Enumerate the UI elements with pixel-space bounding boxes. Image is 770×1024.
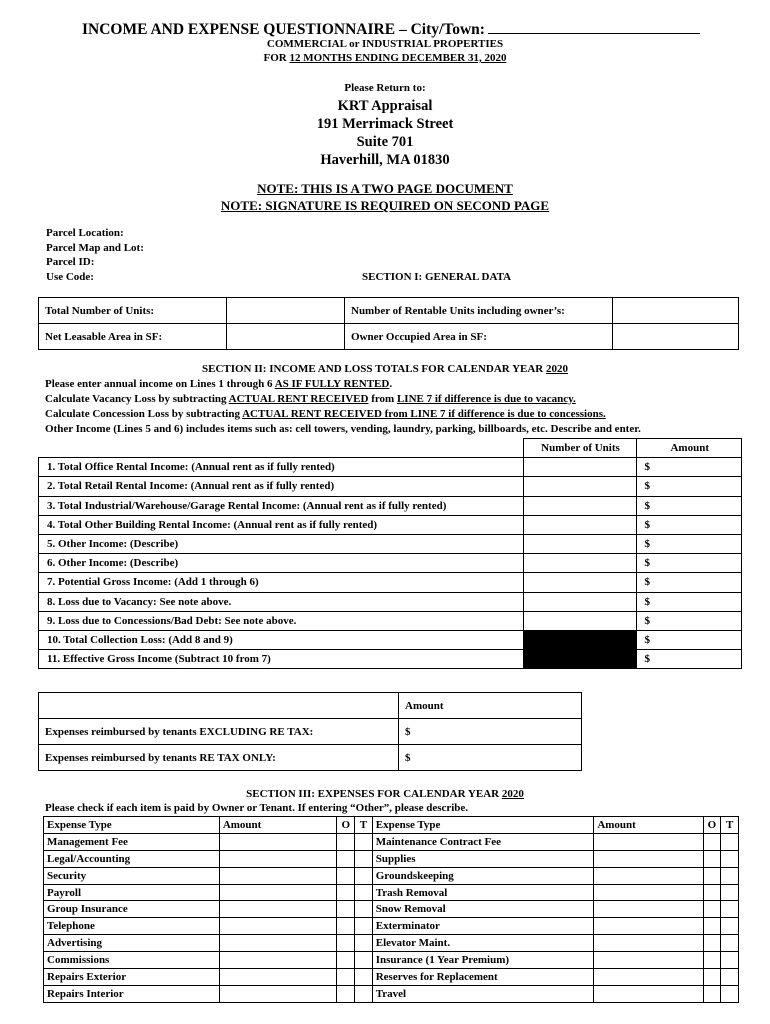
form-title: INCOME AND EXPENSE QUESTIONNAIRE – City/Town: [82, 19, 700, 39]
amount-field[interactable]: $ [636, 477, 742, 496]
owner-checkbox[interactable] [337, 850, 355, 867]
expense-row [44, 952, 739, 969]
amount-field[interactable]: $ [636, 611, 742, 630]
expense-type-header: Expense Type [372, 817, 594, 834]
owner-checkbox[interactable] [703, 884, 721, 901]
expense-amount-field[interactable] [594, 935, 703, 952]
expense-amount-header: Amount [219, 817, 337, 834]
owner-checkbox[interactable] [337, 985, 355, 1002]
income-row [39, 496, 742, 515]
income-row [39, 515, 742, 534]
owner-checkbox[interactable] [703, 867, 721, 884]
reimb-retax-label: Expenses reimbursed by tenants RE TAX ONLY: [39, 745, 399, 771]
tenant-checkbox[interactable] [721, 833, 739, 850]
tenant-checkbox[interactable] [355, 935, 373, 952]
owner-checkbox[interactable] [337, 901, 355, 918]
subtitle-period: FOR 12 MONTHS ENDING DECEMBER 31, 2020 [263, 52, 507, 64]
tenant-checkbox[interactable] [355, 867, 373, 884]
tenant-checkbox[interactable] [355, 850, 373, 867]
income-row-label: 5. Other Income: (Describe) [39, 534, 524, 553]
expense-amount-field[interactable] [594, 969, 703, 986]
owner-checkbox[interactable] [703, 985, 721, 1002]
units-field[interactable] [523, 458, 636, 477]
section3-instructions: Please check if each item is paid by Owner or Tenant. If entering “Other”, please describe. [45, 802, 469, 814]
owner-checkbox[interactable] [337, 935, 355, 952]
units-field[interactable] [523, 573, 636, 592]
expense-type-label: Snow Removal [372, 901, 594, 918]
units-field[interactable] [523, 534, 636, 553]
units-blocked-cell [523, 630, 636, 649]
expense-row [44, 969, 739, 986]
tenant-checkbox[interactable] [721, 884, 739, 901]
income-row [39, 534, 742, 553]
expense-amount-field[interactable] [594, 850, 703, 867]
expense-table [43, 816, 739, 1003]
owner-header: O [703, 817, 721, 834]
expense-type-label: Repairs Interior [44, 985, 220, 1002]
amount-field[interactable]: $ [636, 496, 742, 515]
section1-title: SECTION I: GENERAL DATA [362, 271, 512, 283]
expense-type-label: Insurance (1 Year Premium) [372, 952, 594, 969]
tenant-checkbox[interactable] [355, 969, 373, 986]
net-leasable-label: Net Leasable Area in SF: [39, 324, 227, 350]
rentable-units-field[interactable] [613, 298, 739, 324]
expense-type-label: Trash Removal [372, 884, 594, 901]
expense-amount-field[interactable] [594, 901, 703, 918]
tenant-checkbox[interactable] [721, 918, 739, 935]
expense-amount-field[interactable] [219, 867, 337, 884]
total-units-label: Total Number of Units: [39, 298, 227, 324]
units-field[interactable] [523, 611, 636, 630]
tenant-checkbox[interactable] [355, 884, 373, 901]
income-row [39, 650, 742, 669]
expense-type-label: Groundskeeping [372, 867, 594, 884]
tenant-checkbox[interactable] [721, 969, 739, 986]
expense-type-label: Legal/Accounting [44, 850, 220, 867]
expense-type-label: Advertising [44, 935, 220, 952]
expense-type-label: Elevator Maint. [372, 935, 594, 952]
expense-type-label: Reserves for Replacement [372, 969, 594, 986]
owner-checkbox[interactable] [337, 833, 355, 850]
amount-field[interactable]: $ [636, 592, 742, 611]
expense-type-label: Repairs Exterior [44, 969, 220, 986]
tenant-checkbox[interactable] [355, 952, 373, 969]
reimb-amount-header: Amount [399, 693, 582, 719]
income-row-label: 4. Total Other Building Rental Income: (Annual rent as if fully rented) [39, 515, 524, 534]
reimb-excluding-field[interactable]: $ [399, 719, 582, 745]
owner-checkbox[interactable] [337, 918, 355, 935]
parcel-map-lot-label: Parcel Map and Lot: [46, 241, 144, 254]
expense-amount-field[interactable] [219, 833, 337, 850]
parcel-id-label: Parcel ID: [46, 256, 95, 268]
expense-amount-field[interactable] [594, 918, 703, 935]
units-field[interactable] [523, 592, 636, 611]
tenant-checkbox[interactable] [721, 901, 739, 918]
income-row-label: 9. Loss due to Concessions/Bad Debt: See note above. [39, 611, 524, 630]
note-signature: NOTE: SIGNATURE IS REQUIRED ON SECOND PAGE [220, 198, 550, 213]
section2-title: SECTION II: INCOME AND LOSS TOTALS FOR CALENDAR YEAR 2020 [201, 363, 569, 375]
tenant-checkbox[interactable] [721, 850, 739, 867]
owner-checkbox[interactable] [337, 952, 355, 969]
amount-field[interactable]: $ [636, 515, 742, 534]
income-row [39, 611, 742, 630]
units-blocked-cell [523, 650, 636, 669]
income-row-label: 8. Loss due to Vacancy: See note above. [39, 592, 524, 611]
return-address: KRT Appraisal 191 Merrimack Street Suite 701 Haverhill, MA 01830 [316, 98, 454, 168]
owner-header: O [337, 817, 355, 834]
expense-type-label: Supplies [372, 850, 594, 867]
income-row-label: 11. Effective Gross Income (Subtract 10 from 7) [39, 650, 524, 669]
tenant-checkbox[interactable] [355, 918, 373, 935]
expense-row [44, 884, 739, 901]
units-column-header: Number of Units [523, 439, 636, 458]
tenant-checkbox[interactable] [355, 901, 373, 918]
amount-field[interactable]: $ [636, 554, 742, 573]
note-two-pages: NOTE: THIS IS A TWO PAGE DOCUMENT [257, 181, 513, 196]
income-row-label: 2. Total Retail Rental Income: (Annual rent as if fully rented) [39, 477, 524, 496]
income-table [38, 438, 742, 669]
amount-field[interactable]: $ [636, 534, 742, 553]
income-row-label: 6. Other Income: (Describe) [39, 554, 524, 573]
units-field[interactable] [523, 515, 636, 534]
expense-amount-field[interactable] [219, 918, 337, 935]
expense-type-label: Commissions [44, 952, 220, 969]
net-leasable-field[interactable] [227, 324, 345, 350]
expense-type-label: Payroll [44, 884, 220, 901]
owner-checkbox[interactable] [703, 952, 721, 969]
owner-checkbox[interactable] [337, 884, 355, 901]
income-row [39, 630, 742, 649]
owner-checkbox[interactable] [703, 901, 721, 918]
section3-title: SECTION III: EXPENSES FOR CALENDAR YEAR 2020 [246, 788, 524, 800]
expense-amount-field[interactable] [219, 985, 337, 1002]
income-row [39, 573, 742, 592]
expense-amount-field[interactable] [594, 952, 703, 969]
income-row [39, 554, 742, 573]
tenant-header: T [721, 817, 739, 834]
rentable-units-label: Number of Rentable Units including owner’s: [345, 298, 613, 324]
amount-field[interactable]: $ [636, 630, 742, 649]
expense-amount-header: Amount [594, 817, 703, 834]
income-row-label: 1. Total Office Rental Income: (Annual rent as if fully rented) [39, 458, 524, 477]
tenant-checkbox[interactable] [721, 935, 739, 952]
instruction-line-1: Please enter annual income on Lines 1 through 6 AS IF FULLY RENTED. [45, 378, 393, 390]
owner-occupied-field[interactable] [613, 324, 739, 350]
expense-amount-field[interactable] [594, 985, 703, 1002]
parcel-location-label: Parcel Location: [46, 227, 124, 239]
expense-row [44, 985, 739, 1002]
income-row [39, 477, 742, 496]
expense-amount-field[interactable] [219, 969, 337, 986]
income-row-label: 10. Total Collection Loss: (Add 8 and 9) [39, 630, 524, 649]
amount-field[interactable]: $ [636, 650, 742, 669]
expense-row [44, 867, 739, 884]
reimb-excluding-label: Expenses reimbursed by tenants EXCLUDING RE TAX: [39, 719, 399, 745]
expense-row [44, 935, 739, 952]
expense-row [44, 833, 739, 850]
subtitle-property-type: COMMERCIAL or INDUSTRIAL PROPERTIES [266, 38, 504, 50]
tenant-checkbox[interactable] [355, 985, 373, 1002]
section2-instructions [45, 377, 641, 437]
expense-amount-field[interactable] [219, 935, 337, 952]
owner-checkbox[interactable] [703, 850, 721, 867]
units-field[interactable] [523, 554, 636, 573]
expense-type-label: Security [44, 867, 220, 884]
reimb-retax-field[interactable]: $ [399, 745, 582, 771]
units-field[interactable] [523, 477, 636, 496]
expense-type-label: Travel [372, 985, 594, 1002]
expense-amount-field[interactable] [219, 901, 337, 918]
tenant-header: T [355, 817, 373, 834]
expense-amount-field[interactable] [594, 884, 703, 901]
units-field[interactable] [523, 496, 636, 515]
expense-type-label: Maintenance Contract Fee [372, 833, 594, 850]
income-row-label: 7. Potential Gross Income: (Add 1 through 6) [39, 573, 524, 592]
owner-checkbox[interactable] [703, 918, 721, 935]
owner-checkbox[interactable] [703, 935, 721, 952]
owner-checkbox[interactable] [703, 969, 721, 986]
income-row-label: 3. Total Industrial/Warehouse/Garage Rental Income: (Annual rent as if fully rented) [39, 496, 524, 515]
return-label: Please Return to: [344, 82, 426, 94]
owner-checkbox[interactable] [337, 969, 355, 986]
expense-type-label: Management Fee [44, 833, 220, 850]
income-row [39, 592, 742, 611]
total-units-field[interactable] [227, 298, 345, 324]
expense-amount-field[interactable] [219, 952, 337, 969]
expense-row [44, 918, 739, 935]
instruction-line-4: Other Income (Lines 5 and 6) includes items such as: cell towers, vending, laundry, parking, billboards, etc. Describe and enter. [45, 423, 641, 435]
expense-row [44, 850, 739, 867]
owner-occupied-label: Owner Occupied Area in SF: [345, 324, 613, 350]
amount-column-header: Amount [636, 439, 742, 458]
owner-checkbox[interactable] [703, 833, 721, 850]
owner-checkbox[interactable] [337, 867, 355, 884]
tenant-checkbox[interactable] [721, 952, 739, 969]
expense-amount-field[interactable] [594, 833, 703, 850]
tenant-checkbox[interactable] [721, 985, 739, 1002]
income-row [39, 458, 742, 477]
tenant-checkbox[interactable] [355, 833, 373, 850]
expense-type-label: Group Insurance [44, 901, 220, 918]
city-town-field[interactable] [488, 19, 700, 34]
parcel-labels [46, 226, 144, 284]
expense-type-label: Telephone [44, 918, 220, 935]
reimbursement-table [38, 692, 582, 771]
general-data-table [38, 297, 739, 350]
expense-amount-field[interactable] [594, 867, 703, 884]
expense-type-label: Exterminator [372, 918, 594, 935]
instruction-line-3: Calculate Concession Loss by subtracting ACTUAL RENT RECEIVED from LINE 7 if difference is due to concessions. [45, 408, 606, 420]
expense-row [44, 901, 739, 918]
expense-amount-field[interactable] [219, 850, 337, 867]
amount-field[interactable]: $ [636, 458, 742, 477]
expense-amount-field[interactable] [219, 884, 337, 901]
instruction-line-2: Calculate Vacancy Loss by subtracting ACTUAL RENT RECEIVED from LINE 7 if difference is due to vacancy. [45, 393, 576, 405]
use-code-label: Use Code: [46, 270, 94, 283]
tenant-checkbox[interactable] [721, 867, 739, 884]
expense-type-header: Expense Type [44, 817, 220, 834]
amount-field[interactable]: $ [636, 573, 742, 592]
